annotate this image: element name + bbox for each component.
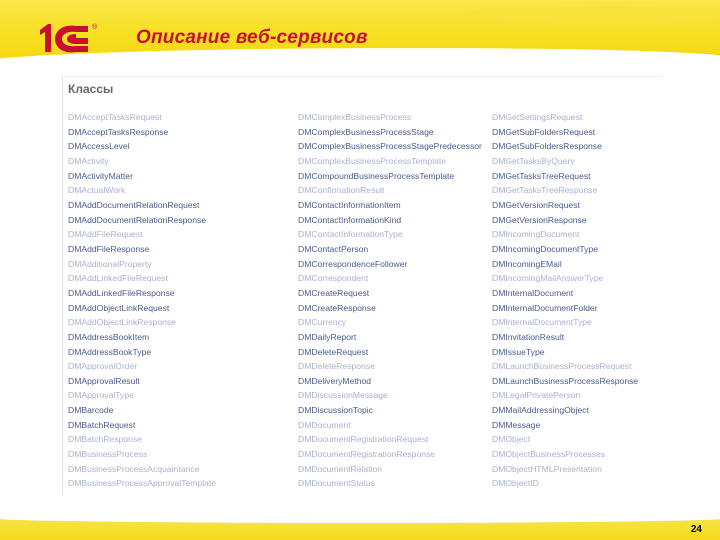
class-link[interactable]: DMGetTasksByQuery xyxy=(492,155,575,166)
registered-mark: ® xyxy=(92,24,98,31)
page-title: Описание веб-сервисов xyxy=(136,27,368,48)
class-link[interactable]: DMApprovalResult xyxy=(68,375,140,386)
class-link[interactable]: DMBusinessProcessAcquaintance xyxy=(68,463,200,474)
class-link[interactable]: DMIncomingDocument xyxy=(492,229,580,240)
footer-band xyxy=(0,519,720,540)
class-link[interactable]: DMLaunchBusinessProcessResponse xyxy=(492,375,639,386)
class-link[interactable]: DMIncomingMailAnswerType xyxy=(492,273,604,284)
class-link[interactable]: DMAddDocumentRelationRequest xyxy=(68,199,200,210)
class-link[interactable]: DMBusinessProcess xyxy=(68,449,148,460)
class-link[interactable]: DMActivityMatter xyxy=(68,170,133,181)
class-link[interactable]: DMApprovalOrder xyxy=(68,361,138,372)
class-link[interactable]: DMDocumentStatus xyxy=(298,478,375,489)
class-link[interactable]: DMInvitationResult xyxy=(492,331,565,342)
class-link[interactable]: DMDailyReport xyxy=(298,331,357,342)
class-list-column-1 xyxy=(68,110,216,491)
class-link[interactable]: DMDocument xyxy=(298,419,351,430)
class-link[interactable]: DMContactInformationType xyxy=(298,229,403,240)
class-link[interactable]: DMAccessLevel xyxy=(68,141,130,152)
page-number: 24 xyxy=(690,524,702,535)
class-link[interactable]: DMGetTasksTreeResponse xyxy=(492,185,598,196)
class-link[interactable]: DMContactPerson xyxy=(298,243,369,254)
class-link[interactable]: DMAddObjectLinkRequest xyxy=(68,302,170,313)
class-link[interactable]: DMGetTasksTreeRequest xyxy=(492,170,591,181)
class-link[interactable]: DMComplexBusinessProcessStagePredecessor xyxy=(298,141,482,152)
class-link[interactable]: DMAdditionalProperty xyxy=(68,258,152,269)
class-link[interactable]: DMDiscussionMessage xyxy=(298,390,388,401)
class-link[interactable]: DMAddObjectLinkResponse xyxy=(68,317,176,328)
footer-wave xyxy=(0,513,720,523)
class-link[interactable]: DMAddFileResponse xyxy=(68,243,150,254)
class-link[interactable]: DMObject xyxy=(492,434,531,445)
class-link[interactable]: DMAcceptTasksRequest xyxy=(68,112,162,122)
header-brush-stroke xyxy=(460,6,720,24)
section-heading: Классы xyxy=(68,82,114,96)
class-link[interactable]: DMActualWork xyxy=(68,185,126,196)
class-list-column-2 xyxy=(298,110,482,491)
class-link[interactable]: DMLaunchBusinessProcessRequest xyxy=(492,361,632,372)
class-link[interactable]: DMAddDocumentRelationResponse xyxy=(68,214,207,225)
class-link[interactable]: DMCorrespondent xyxy=(298,273,369,284)
class-link[interactable]: DMGetSettingsRequest xyxy=(492,112,583,122)
class-link[interactable]: DMGetSubFoldersResponse xyxy=(492,141,602,152)
class-link[interactable]: DMDocumentRelation xyxy=(298,463,383,474)
class-link[interactable]: DMObjectHTMLPresentation xyxy=(492,463,602,474)
class-link[interactable]: DMComplexBusinessProcess xyxy=(298,112,412,122)
class-link[interactable]: DMBatchRequest xyxy=(68,419,136,430)
class-link[interactable]: DMCompoundBusinessProcessTemplate xyxy=(298,170,455,181)
class-link[interactable]: DMComplexBusinessProcessStage xyxy=(298,126,434,137)
class-link[interactable]: DMCreateResponse xyxy=(298,302,376,313)
class-link[interactable]: DMBusinessProcessApprovalTemplate xyxy=(68,478,217,489)
class-link[interactable]: DMInternalDocument xyxy=(492,287,574,298)
class-link[interactable]: DMAddFileRequest xyxy=(68,229,143,240)
1c-logo-icon xyxy=(36,20,100,56)
class-link[interactable]: DMDocumentRegistrationRequest xyxy=(298,434,429,445)
class-link[interactable]: DMAcceptTasksResponse xyxy=(68,126,169,137)
class-list-column-3 xyxy=(492,110,638,491)
class-link[interactable]: DMInternalDocumentFolder xyxy=(492,302,598,313)
class-link[interactable]: DMApprovalType xyxy=(68,390,134,401)
class-link[interactable]: DMMessage xyxy=(492,419,541,430)
class-link[interactable]: DMLegalPrivatePerson xyxy=(492,390,581,401)
class-link[interactable]: DMObjectBusinessProcesses xyxy=(492,449,606,460)
class-link[interactable]: DMGetVersionRequest xyxy=(492,199,580,210)
class-link[interactable]: DMGetSubFoldersRequest xyxy=(492,126,596,137)
class-link[interactable]: DMDeleteRequest xyxy=(298,346,369,357)
class-link[interactable]: DMBatchResponse xyxy=(68,434,143,445)
class-link[interactable]: DMContactInformationKind xyxy=(298,214,402,225)
class-link[interactable]: DMActivity xyxy=(68,155,109,166)
class-link[interactable]: DMAddLinkedFileResponse xyxy=(68,287,175,298)
class-link[interactable]: DMIssueType xyxy=(492,346,545,357)
class-link[interactable]: DMIncomingDocumentType xyxy=(492,243,599,254)
class-link[interactable]: DMMailAddressingObject xyxy=(492,405,589,416)
class-link[interactable]: DMDocumentRegistrationResponse xyxy=(298,449,436,460)
class-link[interactable]: DMDiscussionTopic xyxy=(298,405,373,416)
class-link[interactable]: DMAddressBookItem xyxy=(68,331,150,342)
class-link[interactable]: DMBarcode xyxy=(68,405,114,416)
class-link[interactable]: DMAddLinkedFileRequest xyxy=(68,273,168,284)
class-link[interactable]: DMComplexBusinessProcessTemplate xyxy=(298,155,447,166)
class-link[interactable]: DMContactInformationItem xyxy=(298,199,401,210)
class-link[interactable]: DMCreateRequest xyxy=(298,287,370,298)
class-link[interactable]: DMGetVersionResponse xyxy=(492,214,587,225)
class-link[interactable]: DMAddressBookType xyxy=(68,346,152,357)
class-link[interactable]: DMDeliveryMethod xyxy=(298,375,372,386)
class-link[interactable]: DMObjectID xyxy=(492,478,539,489)
class-link[interactable]: DMIncomingEMail xyxy=(492,258,562,269)
class-link[interactable]: DMCorrespondenceFollower xyxy=(298,258,408,269)
class-link[interactable]: DMConfirmationResult xyxy=(298,185,385,196)
class-link[interactable]: DMInternalDocumentType xyxy=(492,317,592,328)
class-link[interactable]: DMDeleteResponse xyxy=(298,361,375,372)
class-link[interactable]: DMCurrency xyxy=(298,317,347,328)
